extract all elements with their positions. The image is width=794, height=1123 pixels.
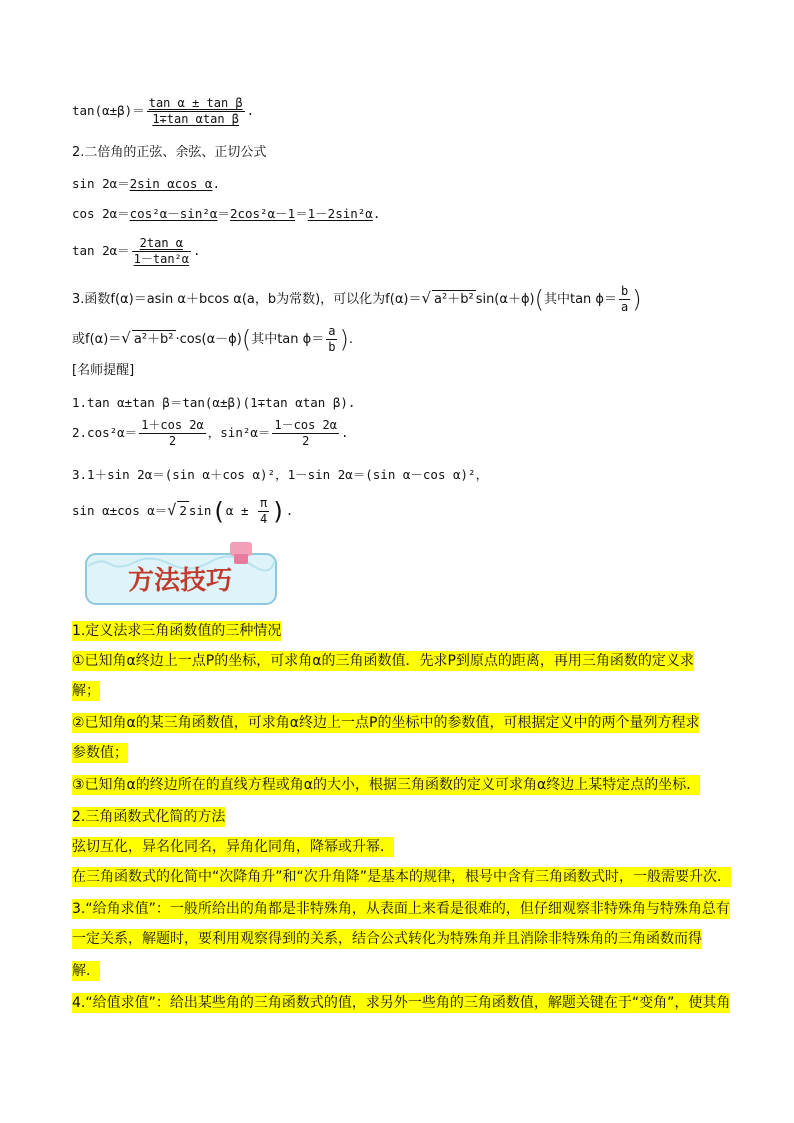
formula-text: sin α±cos α＝ [72, 503, 168, 518]
section-title-double-angle: 2.二倍角的正弦、余弦、正切公式 [72, 145, 267, 160]
fraction [326, 324, 337, 355]
tip-1: 1.tan α±tan β＝tan(α±β)(1∓tan αtan β). [72, 395, 356, 410]
period: . [340, 425, 349, 440]
fraction [147, 96, 245, 127]
fraction-numerator: a [328, 324, 336, 338]
fraction [132, 236, 191, 267]
tip-2 [72, 418, 349, 449]
method-line [72, 992, 730, 1014]
period: . [212, 176, 220, 191]
highlighted-text: ③已知角α的终边所在的直线方程或角α的大小，根据三角函数的定义可求角α终边上某特定点的坐标． [72, 777, 701, 793]
equals: ＝ [295, 206, 308, 221]
formula-answer: 2sin αcos α [129, 176, 213, 191]
method-line [72, 774, 700, 796]
fraction-numerator: b [621, 284, 629, 298]
formula-text: ，sin²α＝ [207, 425, 271, 440]
highlighted-text: ①已知角α终边上一点P的坐标，可求角α的三角函数值．先求P到原点的距离，再用三角函数的定义求 [72, 653, 694, 669]
sqrt-icon: √ [421, 289, 432, 307]
formula-text: α ± [225, 503, 256, 518]
radicand: 2 [179, 503, 187, 518]
method-line [72, 620, 281, 642]
method-line [72, 742, 128, 764]
tip-4 [72, 496, 293, 527]
period: . [246, 103, 255, 118]
fraction-numerator: π [260, 496, 268, 510]
left-paren: ( [241, 325, 252, 354]
formula-text: 2.cos²α＝ [72, 425, 138, 440]
left-paren: ( [534, 285, 544, 314]
section-banner [80, 540, 280, 608]
left-paren: ( [211, 497, 226, 526]
formula-note: 其中tan ϕ＝ [251, 332, 325, 347]
highlighted-text: 2.三角函数式化简的方法 [72, 809, 226, 825]
formula-lhs: sin 2α＝ [72, 176, 130, 191]
equals: ＝ [217, 206, 230, 221]
method-line [72, 898, 730, 920]
method-line [72, 680, 100, 702]
formula-lhs: tan(α±β)＝ [72, 103, 145, 118]
highlighted-text: ②已知角α的某三角函数值，可求角α终边上一点P的坐标中的参数值，可根据定义中的两个量列方程求 [72, 715, 700, 731]
period: . [285, 503, 294, 518]
highlighted-text: 解． [72, 963, 100, 979]
method-line [72, 928, 702, 950]
highlighted-text: 1.定义法求三角函数值的三种情况 [72, 623, 282, 639]
method-line [72, 806, 225, 828]
period: . [193, 243, 201, 258]
banner-graphic [80, 540, 280, 608]
fraction-denominator: a [621, 300, 629, 314]
formula-text: 3.函数f(α)＝asin α＋bcos α(a，b为常数)，可以化为f(α)＝ [72, 292, 422, 307]
formula-text: 或f(α)＝ [72, 332, 122, 347]
period: . [348, 332, 353, 347]
highlighted-text: 在三角函数式的化简中“次降角升”和“次升角降”是基本的规律，根号中含有三角函数式时，一般需要升次． [72, 869, 732, 885]
fraction-numerator: tan α ± tan β [148, 96, 243, 110]
highlighted-text: 4.“给值求值”：给出某些角的三角函数式的值，求另外一些角的三角函数值，解题关键在于“变角”，使其角 [72, 995, 731, 1011]
formula-text: ·cos(α－ϕ) [175, 332, 242, 347]
sqrt-icon: √ [121, 329, 131, 347]
highlighted-text: 一定关系，解题时，要利用观察得到的关系，结合公式转化为特殊角并且消除非特殊角的三角函数而得 [72, 931, 702, 947]
formula-text: sin [188, 503, 212, 518]
formula-aux-angle [72, 284, 642, 315]
tip-3: 3.1＋sin 2α＝(sin α＋cos α)²，1－sin 2α＝(sin α－cos α)²， [72, 467, 489, 482]
method-line [72, 866, 731, 888]
formula-aux-angle-cos [72, 324, 353, 355]
method-line [72, 650, 694, 672]
fraction-numerator: 1＋cos 2α [141, 418, 204, 432]
highlighted-text: 参数值； [72, 745, 128, 761]
method-line [72, 712, 699, 734]
radicand: a²＋b² [434, 292, 474, 307]
fraction [258, 496, 269, 527]
fraction-denominator: 2 [139, 433, 206, 449]
fraction [139, 418, 206, 449]
formula-answer: cos²α－sin²α [129, 206, 218, 221]
banner-text: 方法技巧 [127, 566, 233, 596]
fraction-denominator: 1－tan²α [133, 252, 190, 266]
fraction [619, 284, 630, 315]
fraction [272, 418, 339, 449]
formula-tan-sum [72, 96, 254, 127]
formula-lhs: cos 2α＝ [72, 206, 130, 221]
formula-cos2a [72, 205, 380, 223]
formula-lhs: tan 2α＝ [72, 243, 130, 258]
method-line [72, 836, 394, 858]
fraction-numerator: 1－cos 2α [274, 418, 337, 432]
right-paren: ) [339, 325, 349, 354]
fraction-numerator: 2tan α [139, 236, 184, 250]
fraction-denominator: 2 [272, 433, 339, 449]
highlighted-text: 3.“给角求值”：一般所给出的角都是非特殊角，从表面上来看是很难的，但仔细观察非特殊角与特殊角总有 [72, 901, 730, 917]
formula-answer: 2cos²α－1 [229, 206, 296, 221]
period: . [372, 206, 381, 221]
formula-text: sin(α＋ϕ) [475, 292, 535, 307]
formula-sin2a [72, 175, 220, 193]
sqrt-icon: √ [167, 501, 177, 519]
right-paren: ) [632, 285, 642, 314]
highlighted-text: 解； [72, 683, 100, 699]
formula-note: 其中tan ϕ＝ [543, 292, 617, 307]
right-paren: ) [271, 497, 286, 526]
tips-title: [名师提醒] [72, 363, 135, 378]
fraction-denominator: 4 [260, 512, 268, 526]
highlighted-text: 弦切互化，异名化同名，异角化同角，降幂或升幂． [72, 839, 394, 855]
formula-tan2a [72, 236, 201, 267]
fraction-denominator: 1∓tan αtan β [147, 111, 245, 127]
fraction-denominator: b [328, 340, 336, 354]
formula-answer: 1－2sin²α [307, 206, 373, 221]
radicand: a²＋b² [133, 332, 174, 347]
method-line [72, 960, 100, 982]
